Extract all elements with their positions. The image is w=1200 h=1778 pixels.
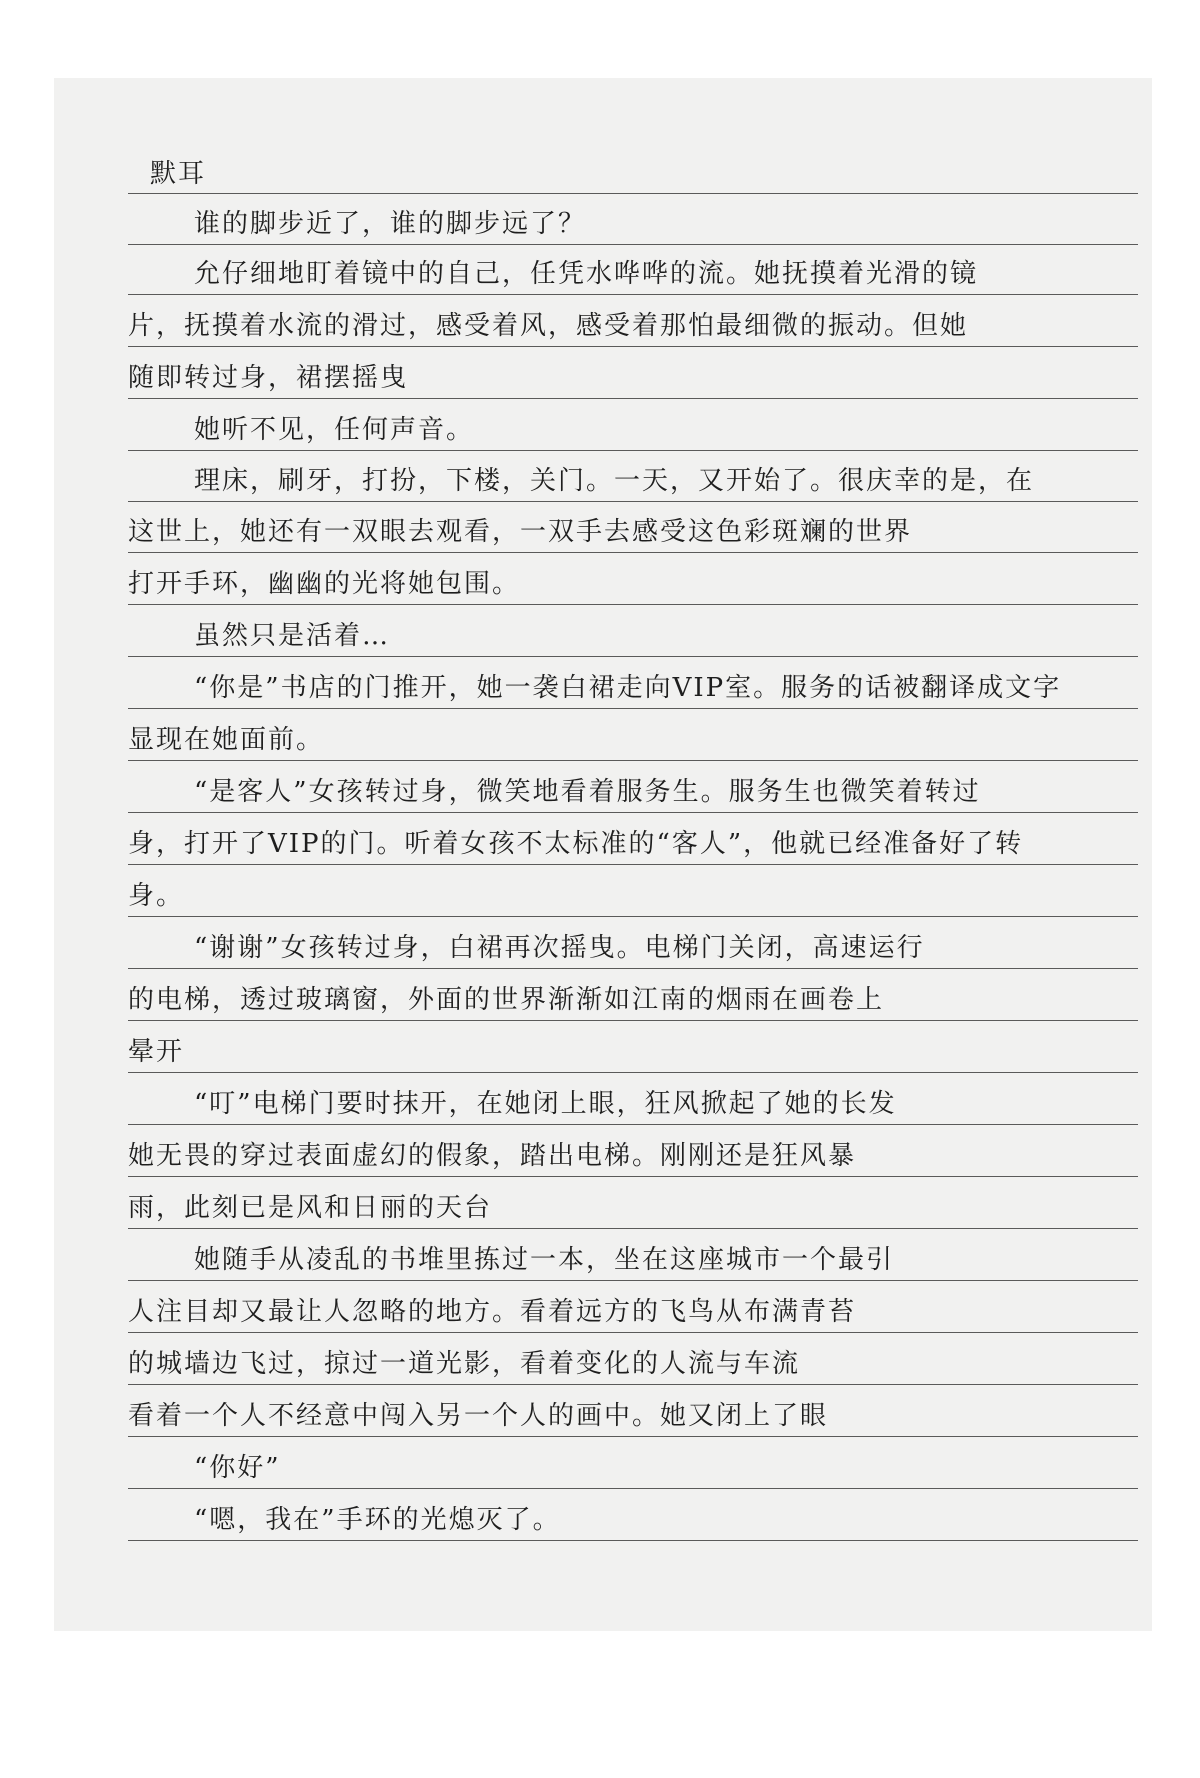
- ruled-line: [128, 864, 1138, 865]
- text-line: 打开手环，幽幽的光将她包围。: [128, 569, 521, 599]
- ruled-line: [128, 1228, 1138, 1229]
- ruled-line: [128, 1124, 1138, 1125]
- ruled-line: [128, 916, 1138, 917]
- ruled-line: [128, 968, 1138, 969]
- ruled-line: [128, 604, 1138, 605]
- text-line: 看着一个人不经意中闯入另一个人的画中。她又闭上了眼: [128, 1401, 829, 1431]
- text-line: 她随手从凌乱的书堆里拣过一本，坐在这座城市一个最引: [194, 1245, 895, 1275]
- text-line: “你好”: [194, 1453, 281, 1483]
- text-line: “你是”书店的门推开，她一袭白裙走向VIP室。服务的话被翻译成文字: [194, 673, 1062, 703]
- ruled-line: [128, 1488, 1138, 1489]
- text-line: “是客人”女孩转过身，微笑地看着服务生。服务生也微笑着转过: [194, 777, 981, 807]
- text-line: 理床，刷牙，打扮，下楼，关门。一天，又开始了。很庆幸的是，在: [194, 466, 1035, 496]
- ruled-line: [128, 244, 1138, 245]
- text-line: 身。: [128, 881, 185, 911]
- ruled-line: [128, 1176, 1138, 1177]
- ruled-line: [128, 294, 1138, 295]
- ruled-line: [128, 552, 1138, 553]
- ruled-line: [128, 1332, 1138, 1333]
- ruled-line: [128, 1020, 1138, 1021]
- ruled-line: [128, 1436, 1138, 1437]
- text-line: 的电梯，透过玻璃窗，外面的世界渐渐如江南的烟雨在画卷上: [128, 985, 885, 1015]
- text-line: “谢谢”女孩转过身，白裙再次摇曳。电梯门关闭，高速运行: [194, 933, 925, 963]
- ruled-line: [128, 1540, 1138, 1541]
- text-line: 这世上，她还有一双眼去观看，一双手去感受这色彩斑斓的世界: [128, 517, 913, 547]
- ruled-line: [128, 450, 1138, 451]
- ruled-line: [128, 398, 1138, 399]
- ruled-line: [128, 708, 1138, 709]
- text-line: 虽然只是活着…: [194, 621, 391, 651]
- text-line: “嗯，我在”手环的光熄灭了。: [194, 1505, 561, 1535]
- text-line: 显现在她面前。: [128, 725, 325, 755]
- text-line: 谁的脚步近了，谁的脚步远了？: [194, 209, 587, 239]
- ruled-line: [128, 656, 1138, 657]
- text-line: 片，抚摸着水流的滑过，感受着风，感受着那怕最细微的振动。但她: [128, 311, 969, 341]
- ruled-line: [128, 812, 1138, 813]
- text-line: 她听不见，任何声音。: [194, 415, 475, 445]
- ruled-line: [128, 1280, 1138, 1281]
- text-line: 晕开: [128, 1037, 185, 1067]
- text-line: 人注目却又最让人忽略的地方。看着远方的飞鸟从布满青苔: [128, 1297, 857, 1327]
- text-line: 的城墙边飞过，掠过一道光影，看着变化的人流与车流: [128, 1349, 801, 1379]
- ruled-line: [128, 501, 1138, 502]
- ruled-line: [128, 346, 1138, 347]
- text-line: 雨，此刻已是风和日丽的天台: [128, 1193, 493, 1223]
- ruled-line: [128, 1072, 1138, 1073]
- text-line: 她无畏的穿过表面虚幻的假象，踏出电梯。刚刚还是狂风暴: [128, 1141, 857, 1171]
- text-line: 允仔细地盯着镜中的自己，任凭水哗哗的流。她抚摸着光滑的镜: [194, 259, 979, 289]
- text-line: “叮”电梯门要时抹开，在她闭上眼，狂风掀起了她的长发: [194, 1089, 897, 1119]
- ruled-line: [128, 1384, 1138, 1385]
- notebook-page: [54, 78, 1152, 1631]
- text-line: 身，打开了VIP的门。听着女孩不太标准的“客人”，他就已经准备好了转: [128, 829, 1024, 859]
- ruled-line: [128, 760, 1138, 761]
- essay-title: 默耳: [150, 159, 207, 189]
- text-line: 随即转过身，裙摆摇曳: [128, 363, 409, 393]
